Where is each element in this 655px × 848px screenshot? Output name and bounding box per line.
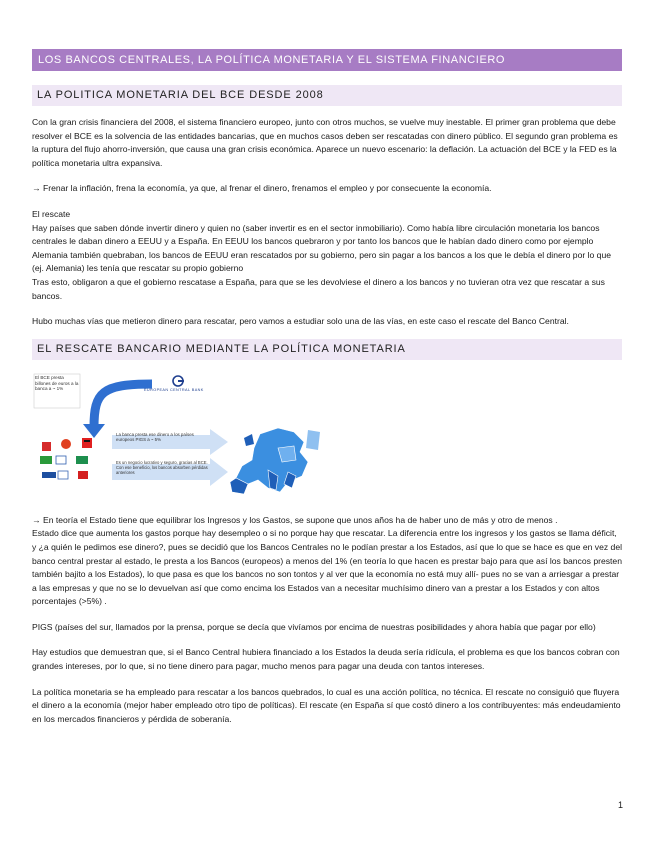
bank-logo (42, 472, 56, 478)
paragraph: Hay países que saben dónde invertir dinero y quien no (saber invertir es en el sector inmobiliario). Como había libre circulación monetaria los bancos centrales le daban dinero a EEUU y a España. En EEUU los bancos quebraron y por tanto los bancos que le habían dado dinero como por ejemplo Alemania también quebraban, los bancos de EEUU eran rescatados por su gobierno, pero sin pagar a los bancos a los que le debía el dinero por lo que (ej. Alemania) les tenía que rescatar su propio gobierno (32, 222, 612, 274)
paragraph: Hay estudios que demuestran que, si el Banco Central hubiera financiado a los Estados la deuda sería ridícula, el problema es que los bancos cobran con grandes intereses, por lo que, si no tiene dinero para pagar, mucho menos para pagar una deuda con tantos intereses. (32, 647, 620, 672)
bank-logo (42, 442, 51, 451)
page-number: 1 (617, 800, 623, 810)
bank-logo (58, 471, 68, 479)
paragraph: La política monetaria se ha empleado para rescatar a los bancos quebrados, lo cual es una acción política, no técnica. El rescate no consiguió que fluyera el dinero a la economía (mejor haber empleado otro tipo de políticas). El rescate (en España sí que costó dinero a los contribuyentes: más endeudamiento en los mercados financieros y pérdida de soberanía. (32, 686, 621, 724)
paragraph-title: El rescate (32, 208, 71, 219)
document-title: LOS BANCOS CENTRALES, LA POLÍTICA MONETARIA Y EL SISTEMA FINANCIERO (32, 49, 622, 71)
section-heading-rescate-bancario: EL RESCATE BANCARIO MEDIANTE LA POLÍTICA MONETARIA (32, 339, 622, 360)
paragraph: → Frenar la inflación, frena la economía, ya que, al frenar el dinero, frenamos el empleo y por consecuente la economía. (32, 183, 492, 194)
ecb-logo-label: EUROPEAN CENTRAL BANK (144, 387, 204, 392)
bank-logo (40, 456, 52, 464)
paragraph: → En teoría el Estado tiene que equilibrar los Ingresos y los Gastos, se supone que unos años ha de haber uno de más y otro de menos . (32, 514, 558, 525)
paragraph: Estado dice que aumenta los gastos porque hay desempleo o si no porque hay que rescatar. La diferencia entre los ingresos y los gastos se llama déficit, y ¿a quién le pedimos ese dinero?, pues se decidió que los Bancos Centrales no le podían prestar a los Estados, así que lo que se hace es que en vez del banco central prestar al estado, le presta a los Bancos (europeos) a menos del 1% (en teoría lo que hacen es prestar bajo para que así los bancos presten también bajito a los Estados), lo que pasa es que los bancos no son tontos y al ver que la economía no está muy allí- pues no se van a arriesgar a prestar a las empresas y que no se lo devuelvan así que como encima los Estados van a necesitar muchísimo dinero van a prestar a los Estados y con altos porcentajes (>5%) . (32, 528, 623, 607)
curved-arrow-head (83, 424, 105, 438)
section-heading-politica-bce: LA POLITICA MONETARIA DEL BCE DESDE 2008 (32, 85, 622, 106)
bank-logo (56, 456, 66, 464)
bank-logos (40, 438, 92, 479)
paragraph: Tras esto, obligaron a que el gobierno rescatase a España, para que se les devolviese el dinero a los bancos y no tuvieran otra vez que rescatar a sus bancos. (32, 276, 605, 301)
bank-logo (61, 439, 71, 449)
ecb-logo (173, 376, 184, 386)
rescue-diagram (32, 372, 322, 504)
bce-box (35, 375, 79, 407)
europe-map (228, 424, 322, 496)
bce-box-label: El BCE presta billones de euros a la banca a ~ 1% (35, 374, 79, 391)
paragraph: Con la gran crisis financiera del 2008, el sistema financiero europeo, junto con otros muchos, se vuelve muy inestable. El primer gran problema que debe resolver el BCE es la solvencia de las entidades bancarias, que en muchos casos deben ser rescatadas con dinero público. El segundo gran problema es la ruptura del flujo ahorro-inversión, que causa una gran crisis económica. Aparece un nuevo escenario: la deflación. La actuación del BCE y la FED es la política monetaria ultra expansiva. (32, 117, 618, 168)
bank-logo (76, 456, 88, 464)
arrow-profit-text: Es un negocio lucrativo y seguro, gracias al BCE. Con ese beneficio, los bancos absorben pérdidas anteriores (116, 459, 208, 475)
paragraph: PIGS (países del sur, llamados por la prensa, porque se decía que vivíamos por encima de nuestras posibilidades y ahora había que pagar por ello) (32, 621, 596, 632)
bank-logo (78, 471, 88, 479)
rescue-diagram-svg (32, 372, 322, 504)
paragraph: Hubo muchas vías que metieron dinero para rescatar, pero vamos a estudiar solo una de las vías, en este caso el rescate del Banco Central. (32, 316, 569, 327)
document-page (32, 49, 622, 726)
arrow-loans-pigs-text: La banca presta ese dinero a los países europeos PIGS a ~ 5% (116, 431, 194, 443)
bank-logo (82, 438, 92, 448)
